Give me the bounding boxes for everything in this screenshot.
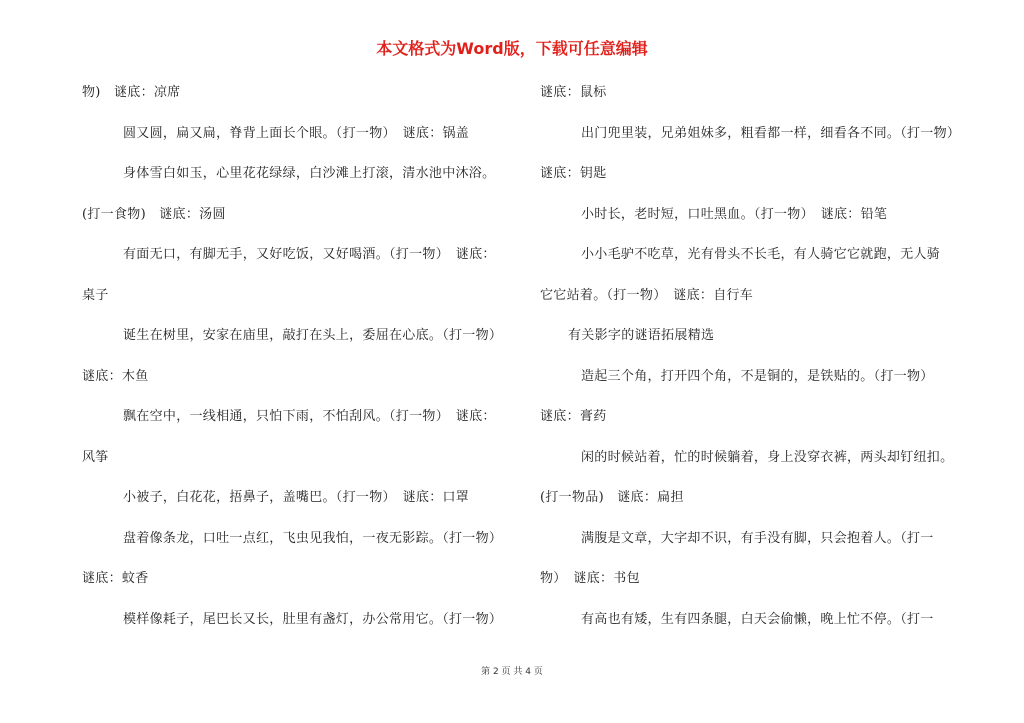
text-line: 桌子 (82, 287, 109, 303)
text-line: 谜底：木鱼 (82, 368, 149, 384)
text-line: 谜底：钥匙 (540, 166, 607, 181)
text-line: 闲的时候站着，忙的时候躺着，身上没穿衣裤，两头却钉纽扣。 (581, 449, 954, 465)
text-line: 满腹是文章，大字却不识，有手没有脚，只会抱着人。（打一 (581, 530, 934, 546)
text-line: 有面无口，有脚无手，又好吃饭，又好喝酒。（打一物） 谜底： (123, 247, 496, 262)
text-line: 小时长，老时短，口吐黑血。（打一物） 谜底：铅笔 (581, 206, 888, 222)
text-line: 出门兜里装，兄弟姐妹多，粗看都一样，细看各不同。（打一物） (581, 125, 961, 141)
text-line: 造起三个角，打开四个角，不是铜的，是铁贴的。（打一物） (581, 368, 934, 384)
text-line: 它它站着。（打一物） 谜底：自行车 (540, 287, 754, 303)
text-line: 飘在空中，一线相通，只怕下雨，不怕刮风。（打一物） 谜底： (123, 409, 496, 424)
text-line: 谜底：鼠标 (540, 85, 607, 100)
document-header-title: 本文格式为Word版，下载可任意编辑 (376, 39, 648, 58)
text-line: 小小毛驴不吃草，光有骨头不长毛，有人骑它它就跑，无人骑 (581, 247, 941, 262)
left-column (82, 80, 522, 647)
text-line: 圆又圆，扁又扁，脊背上面长个眼。（打一物） 谜底：锅盖 (123, 125, 470, 141)
text-line: 盘着像条龙，口吐一点红，飞虫见我怕，一夜无影踪。（打一物） (123, 530, 503, 546)
text-line: (打一食物) 谜底：汤圆 (82, 206, 226, 222)
text-line: 谜底：膏药 (540, 409, 607, 424)
text-line: 诞生在树里，安家在庙里，敲打在头上，委屈在心底。（打一物） (123, 328, 503, 343)
text-line: 模样像耗子，尾巴长又长，肚里有盏灯，办公常用它。（打一物） (123, 611, 503, 627)
text-line: 风筝 (82, 449, 109, 465)
section-heading: 有关影字的谜语拓展精选 (568, 328, 715, 343)
text-line: 身体雪白如玉，心里花花绿绿，白沙滩上打滚，清水池中沐浴。 (123, 166, 496, 181)
text-line: 有高也有矮，生有四条腿，白天会偷懒，晚上忙不停。（打一 (581, 611, 934, 627)
page-number-footer: 第 2 页 共 4 页 (481, 667, 543, 677)
right-column (540, 80, 972, 647)
text-line: 小被子，白花花，捂鼻子，盖嘴巴。（打一物） 谜底：口罩 (123, 490, 470, 505)
text-line: 谜底：蚊香 (82, 571, 149, 586)
text-line: (打一物品) 谜底：扁担 (540, 490, 684, 505)
text-line: 物) 谜底：凉席 (82, 85, 181, 100)
text-line: 物） 谜底：书包 (540, 571, 640, 586)
